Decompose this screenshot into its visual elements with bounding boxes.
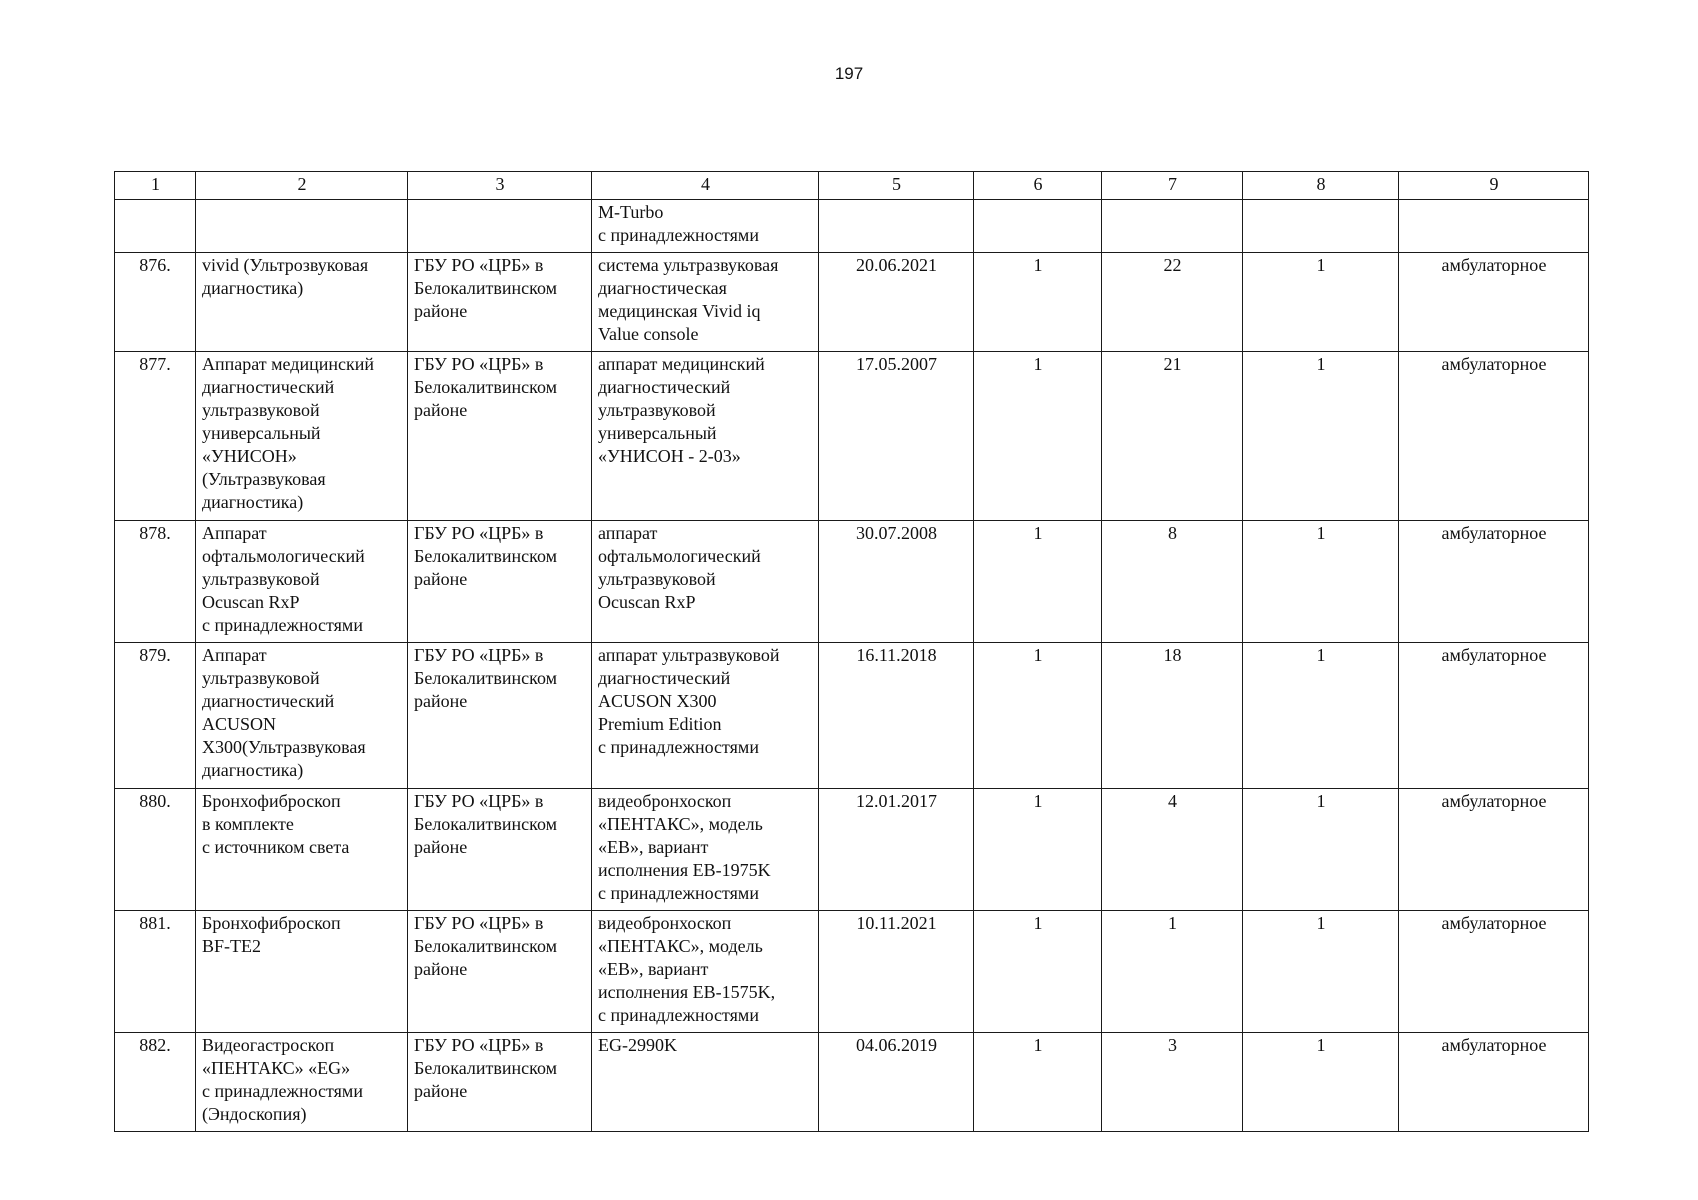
header-cell: 3 bbox=[408, 172, 592, 200]
table-row bbox=[115, 911, 1589, 1033]
col7-cell: 3 bbox=[1102, 1033, 1243, 1132]
equipment-name-cell: Бронхофиброскоп BF-TE2 bbox=[196, 911, 408, 1033]
col8-cell: 1 bbox=[1243, 911, 1399, 1033]
col6-cell: 1 bbox=[974, 253, 1102, 352]
model-cell: система ультразвуковая диагностическая медицинская Vivid iq Value console bbox=[592, 253, 819, 352]
equipment-table bbox=[114, 171, 1589, 1132]
table-row bbox=[115, 352, 1589, 521]
row-number-cell: 879. bbox=[115, 643, 196, 789]
organization-cell: ГБУ РО «ЦРБ» в Белокалитвинском районе bbox=[408, 643, 592, 789]
table-row bbox=[115, 789, 1589, 911]
header-cell: 7 bbox=[1102, 172, 1243, 200]
organization-cell: ГБУ РО «ЦРБ» в Белокалитвинском районе bbox=[408, 253, 592, 352]
col7-cell: 22 bbox=[1102, 253, 1243, 352]
date-cell: 30.07.2008 bbox=[819, 521, 974, 643]
table-row bbox=[115, 200, 1589, 253]
table-row bbox=[115, 1033, 1589, 1132]
col8-cell: 1 bbox=[1243, 253, 1399, 352]
col8-cell: 1 bbox=[1243, 643, 1399, 789]
row-number-cell bbox=[115, 200, 196, 253]
equipment-name-cell: Видеогастроскоп «ПЕНТАКС» «EG» с принадлежностями (Эндоскопия) bbox=[196, 1033, 408, 1132]
header-cell: 9 bbox=[1399, 172, 1589, 200]
row-number-cell: 881. bbox=[115, 911, 196, 1033]
date-cell bbox=[819, 200, 974, 253]
service-type-cell: амбулаторное bbox=[1399, 911, 1589, 1033]
col7-cell: 8 bbox=[1102, 521, 1243, 643]
table-header-row bbox=[115, 172, 1589, 200]
equipment-name-cell: Бронхофиброскоп в комплекте с источником света bbox=[196, 789, 408, 911]
row-number-cell: 878. bbox=[115, 521, 196, 643]
equipment-name-cell: Аппарат офтальмологический ультразвуковой Ocuscan RxP с принадлежностями bbox=[196, 521, 408, 643]
equipment-name-cell: vivid (Ультрозвуковая диагностика) bbox=[196, 253, 408, 352]
model-cell: видеобронхоскоп «ПЕНТАКС», модель «EB», вариант исполнения EB-1575K, с принадлежностями bbox=[592, 911, 819, 1033]
model-cell: аппарат медицинский диагностический ультразвуковой универсальный «УНИСОН - 2-03» bbox=[592, 352, 819, 521]
header-cell: 1 bbox=[115, 172, 196, 200]
date-cell: 12.01.2017 bbox=[819, 789, 974, 911]
col7-cell: 18 bbox=[1102, 643, 1243, 789]
model-cell: M-Turbo с принадлежностями bbox=[592, 200, 819, 253]
date-cell: 16.11.2018 bbox=[819, 643, 974, 789]
service-type-cell: амбулаторное bbox=[1399, 643, 1589, 789]
table-row bbox=[115, 643, 1589, 789]
table-row bbox=[115, 253, 1589, 352]
col8-cell: 1 bbox=[1243, 352, 1399, 521]
col7-cell: 1 bbox=[1102, 911, 1243, 1033]
header-cell: 6 bbox=[974, 172, 1102, 200]
col8-cell: 1 bbox=[1243, 789, 1399, 911]
organization-cell: ГБУ РО «ЦРБ» в Белокалитвинском районе bbox=[408, 521, 592, 643]
col6-cell: 1 bbox=[974, 789, 1102, 911]
service-type-cell bbox=[1399, 200, 1589, 253]
header-cell: 2 bbox=[196, 172, 408, 200]
row-number-cell: 880. bbox=[115, 789, 196, 911]
organization-cell: ГБУ РО «ЦРБ» в Белокалитвинском районе bbox=[408, 911, 592, 1033]
service-type-cell: амбулаторное bbox=[1399, 1033, 1589, 1132]
model-cell: аппарат ультразвуковой диагностический ACUSON X300 Premium Edition с принадлежностями bbox=[592, 643, 819, 789]
organization-cell: ГБУ РО «ЦРБ» в Белокалитвинском районе bbox=[408, 1033, 592, 1132]
row-number-cell: 877. bbox=[115, 352, 196, 521]
model-cell: видеобронхоскоп «ПЕНТАКС», модель «EB», вариант исполнения EB-1975K с принадлежностями bbox=[592, 789, 819, 911]
header-cell: 8 bbox=[1243, 172, 1399, 200]
col6-cell: 1 bbox=[974, 643, 1102, 789]
col8-cell: 1 bbox=[1243, 1033, 1399, 1132]
col6-cell bbox=[974, 200, 1102, 253]
date-cell: 10.11.2021 bbox=[819, 911, 974, 1033]
header-cell: 4 bbox=[592, 172, 819, 200]
col7-cell: 21 bbox=[1102, 352, 1243, 521]
col7-cell bbox=[1102, 200, 1243, 253]
model-cell: аппарат офтальмологический ультразвуковой Ocuscan RxP bbox=[592, 521, 819, 643]
table-row bbox=[115, 521, 1589, 643]
col6-cell: 1 bbox=[974, 911, 1102, 1033]
col6-cell: 1 bbox=[974, 521, 1102, 643]
col7-cell: 4 bbox=[1102, 789, 1243, 911]
date-cell: 17.05.2007 bbox=[819, 352, 974, 521]
date-cell: 04.06.2019 bbox=[819, 1033, 974, 1132]
organization-cell: ГБУ РО «ЦРБ» в Белокалитвинском районе bbox=[408, 789, 592, 911]
row-number-cell: 876. bbox=[115, 253, 196, 352]
col6-cell: 1 bbox=[974, 1033, 1102, 1132]
col8-cell bbox=[1243, 200, 1399, 253]
service-type-cell: амбулаторное bbox=[1399, 352, 1589, 521]
organization-cell: ГБУ РО «ЦРБ» в Белокалитвинском районе bbox=[408, 352, 592, 521]
service-type-cell: амбулаторное bbox=[1399, 253, 1589, 352]
model-cell: EG-2990K bbox=[592, 1033, 819, 1132]
col8-cell: 1 bbox=[1243, 521, 1399, 643]
service-type-cell: амбулаторное bbox=[1399, 789, 1589, 911]
equipment-name-cell bbox=[196, 200, 408, 253]
equipment-name-cell: Аппарат медицинский диагностический ультразвуковой универсальный «УНИСОН» (Ультразвуковая диагностика) bbox=[196, 352, 408, 521]
equipment-name-cell: Аппарат ультразвуковой диагностический ACUSON X300(Ультразвуковая диагностика) bbox=[196, 643, 408, 789]
row-number-cell: 882. bbox=[115, 1033, 196, 1132]
page-number: 197 bbox=[834, 64, 864, 83]
service-type-cell: амбулаторное bbox=[1399, 521, 1589, 643]
header-cell: 5 bbox=[819, 172, 974, 200]
organization-cell bbox=[408, 200, 592, 253]
col6-cell: 1 bbox=[974, 352, 1102, 521]
date-cell: 20.06.2021 bbox=[819, 253, 974, 352]
